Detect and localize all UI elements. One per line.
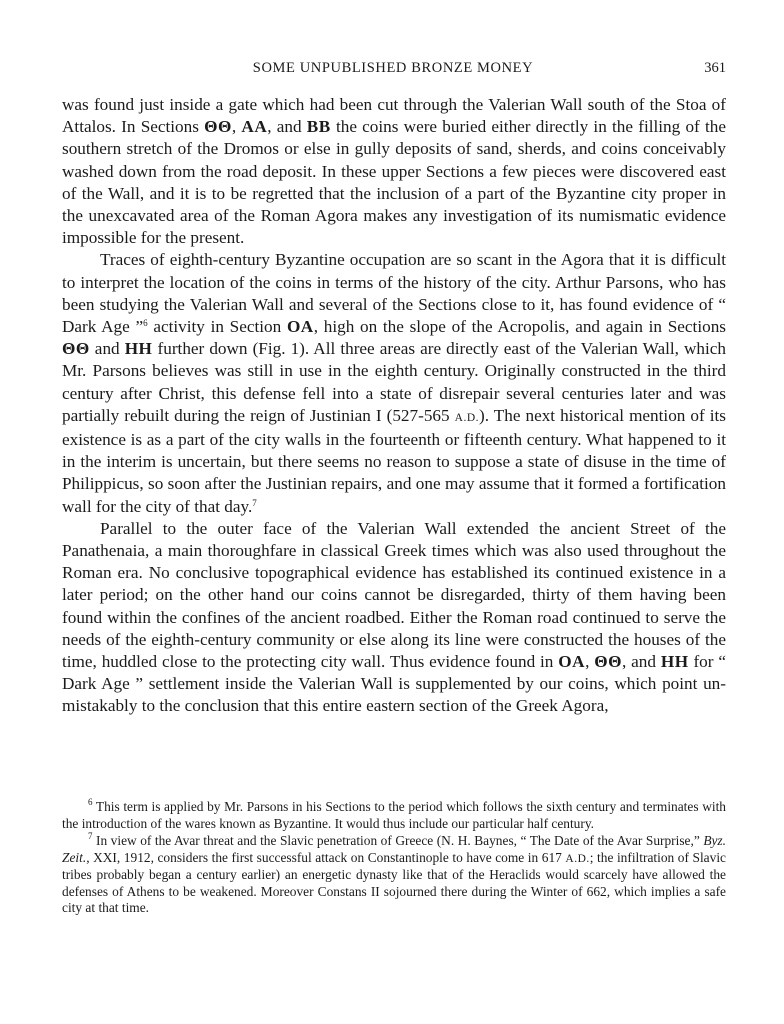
footnote-ref[interactable]: 6 bbox=[143, 318, 148, 329]
era-abbrev: A.D. bbox=[565, 852, 590, 865]
era-abbrev: A.D. bbox=[454, 411, 480, 424]
section-label: OA bbox=[558, 652, 586, 672]
section-label: ΘΘ bbox=[594, 652, 622, 672]
section-label: HH bbox=[124, 339, 153, 359]
footnote-number: 7 bbox=[88, 831, 93, 841]
section-label: OA bbox=[286, 317, 314, 337]
body-text bbox=[62, 94, 726, 718]
footnote-number: 6 bbox=[88, 797, 93, 807]
paragraph-3: Parallel to the outer face of the Valerian Wall extended the ancient Street of the Panathenaia, a main thoroughfare in classical Greek times which was also used throughout the Roman era. No conclusive topographical evidence has established its continued existence in a later period; on the other hand our coins cannot be disregarded, thirty of them having been found within the confines of the ancient roadbed. Either the Roman road continued to serve the needs of the eighth-century community or else along its line were constructed the houses of the time, huddled close to the protecting city wall. Thus evidence found in OA, ΘΘ, and HH for “ Dark Age ” settlement inside the Valerian Wall is supplemented by our coins, which point unmistakably to the conclusion that this entire eastern section of the Greek Agora, bbox=[62, 518, 727, 716]
section-label: ΘΘ bbox=[62, 339, 90, 359]
section-label: AA bbox=[241, 117, 268, 137]
section-label: ΘΘ bbox=[204, 117, 232, 137]
journal-title: Byz. Zeit. bbox=[62, 833, 726, 865]
footnote-7: $^7$ In view of the Avar threat and the Slavic penetration of Greece (N. H. Baynes, “ The Date of the Avar Surprise,” Byz. Zeit., XXI, 1912, considers the first successful attack on Constantinople to have come in 617 A.D.; the infiltration of Slavic tribes probably began a century earlier) an energetic dynasty like that of the Heraclids would scarcely have allowed the defenses of Athens to be weakened. Moreover Constans II sojourned there during the Winter of 662, which implies a safe city at that time. bbox=[62, 831, 726, 915]
running-header bbox=[60, 60, 726, 82]
section-label: HH bbox=[660, 652, 689, 672]
page-number: 361 bbox=[704, 60, 726, 76]
paragraph-1: was found just inside a gate which had been cut through the Valerian Wall south of the Stoa of Attalos. In Sections ΘΘ, AA, and BB the coins were buried either directly in the filling of the southern stretch of the Dromos or else in gully deposits of sand, sherds, and coins conceivably washed down from the road deposit. In these upper Sections a few pieces were discovered east of the Wall, and it is to be regretted that the inclusion of a part of the Byzantine city proper in the unexcavated area of the Roman Agora makes any investigation of its numismatic evidence impossible for the present. bbox=[62, 95, 726, 248]
section-label: BB bbox=[306, 117, 331, 137]
footnotes bbox=[62, 799, 726, 918]
running-title: SOME UNPUBLISHED BRONZE MONEY bbox=[252, 60, 534, 76]
footnote-ref[interactable]: 7 bbox=[252, 497, 257, 508]
paragraph-2: Traces of eighth-century Byzantine occupation are so scant in the Agora that it is difficult to interpret the location of the coins in terms of the history of the city. Arthur Parsons, who has been studying the Valerian Wall and several of the Sections close to it, has found evidence of “ Dark Age ”$^6$ activity in Section OA, high on the slope of the Acropolis, and again in Sections ΘΘ and HH further down (Fig. 1). All three areas are directly east of the Valerian Wall, which Mr. Parsons believes was still in use in the eighth century. Originally constructed in the third century after Christ, this defense fell into a state of disrepair several centuries later and was partially rebuilt during the reign of Justinian I (527-565 A.D.). The next historical mention of its existence is as a part of the city walls in the fourteenth or fifteenth century. What happened to it in the interim is uncertain, but there seems no reason to suppose a state of disuse in the time of Philippicus, so soon after the Justinian repairs, and one may assume that it formed a fortification wall for the city of that day.$^7$ bbox=[62, 250, 726, 516]
footnote-6: $^6$ This term is applied by Mr. Parsons in his Sections to the period which follows the sixth century and terminates with the introduction of the wares known as Byzantine. It would thus include our particular half century. bbox=[62, 797, 726, 831]
